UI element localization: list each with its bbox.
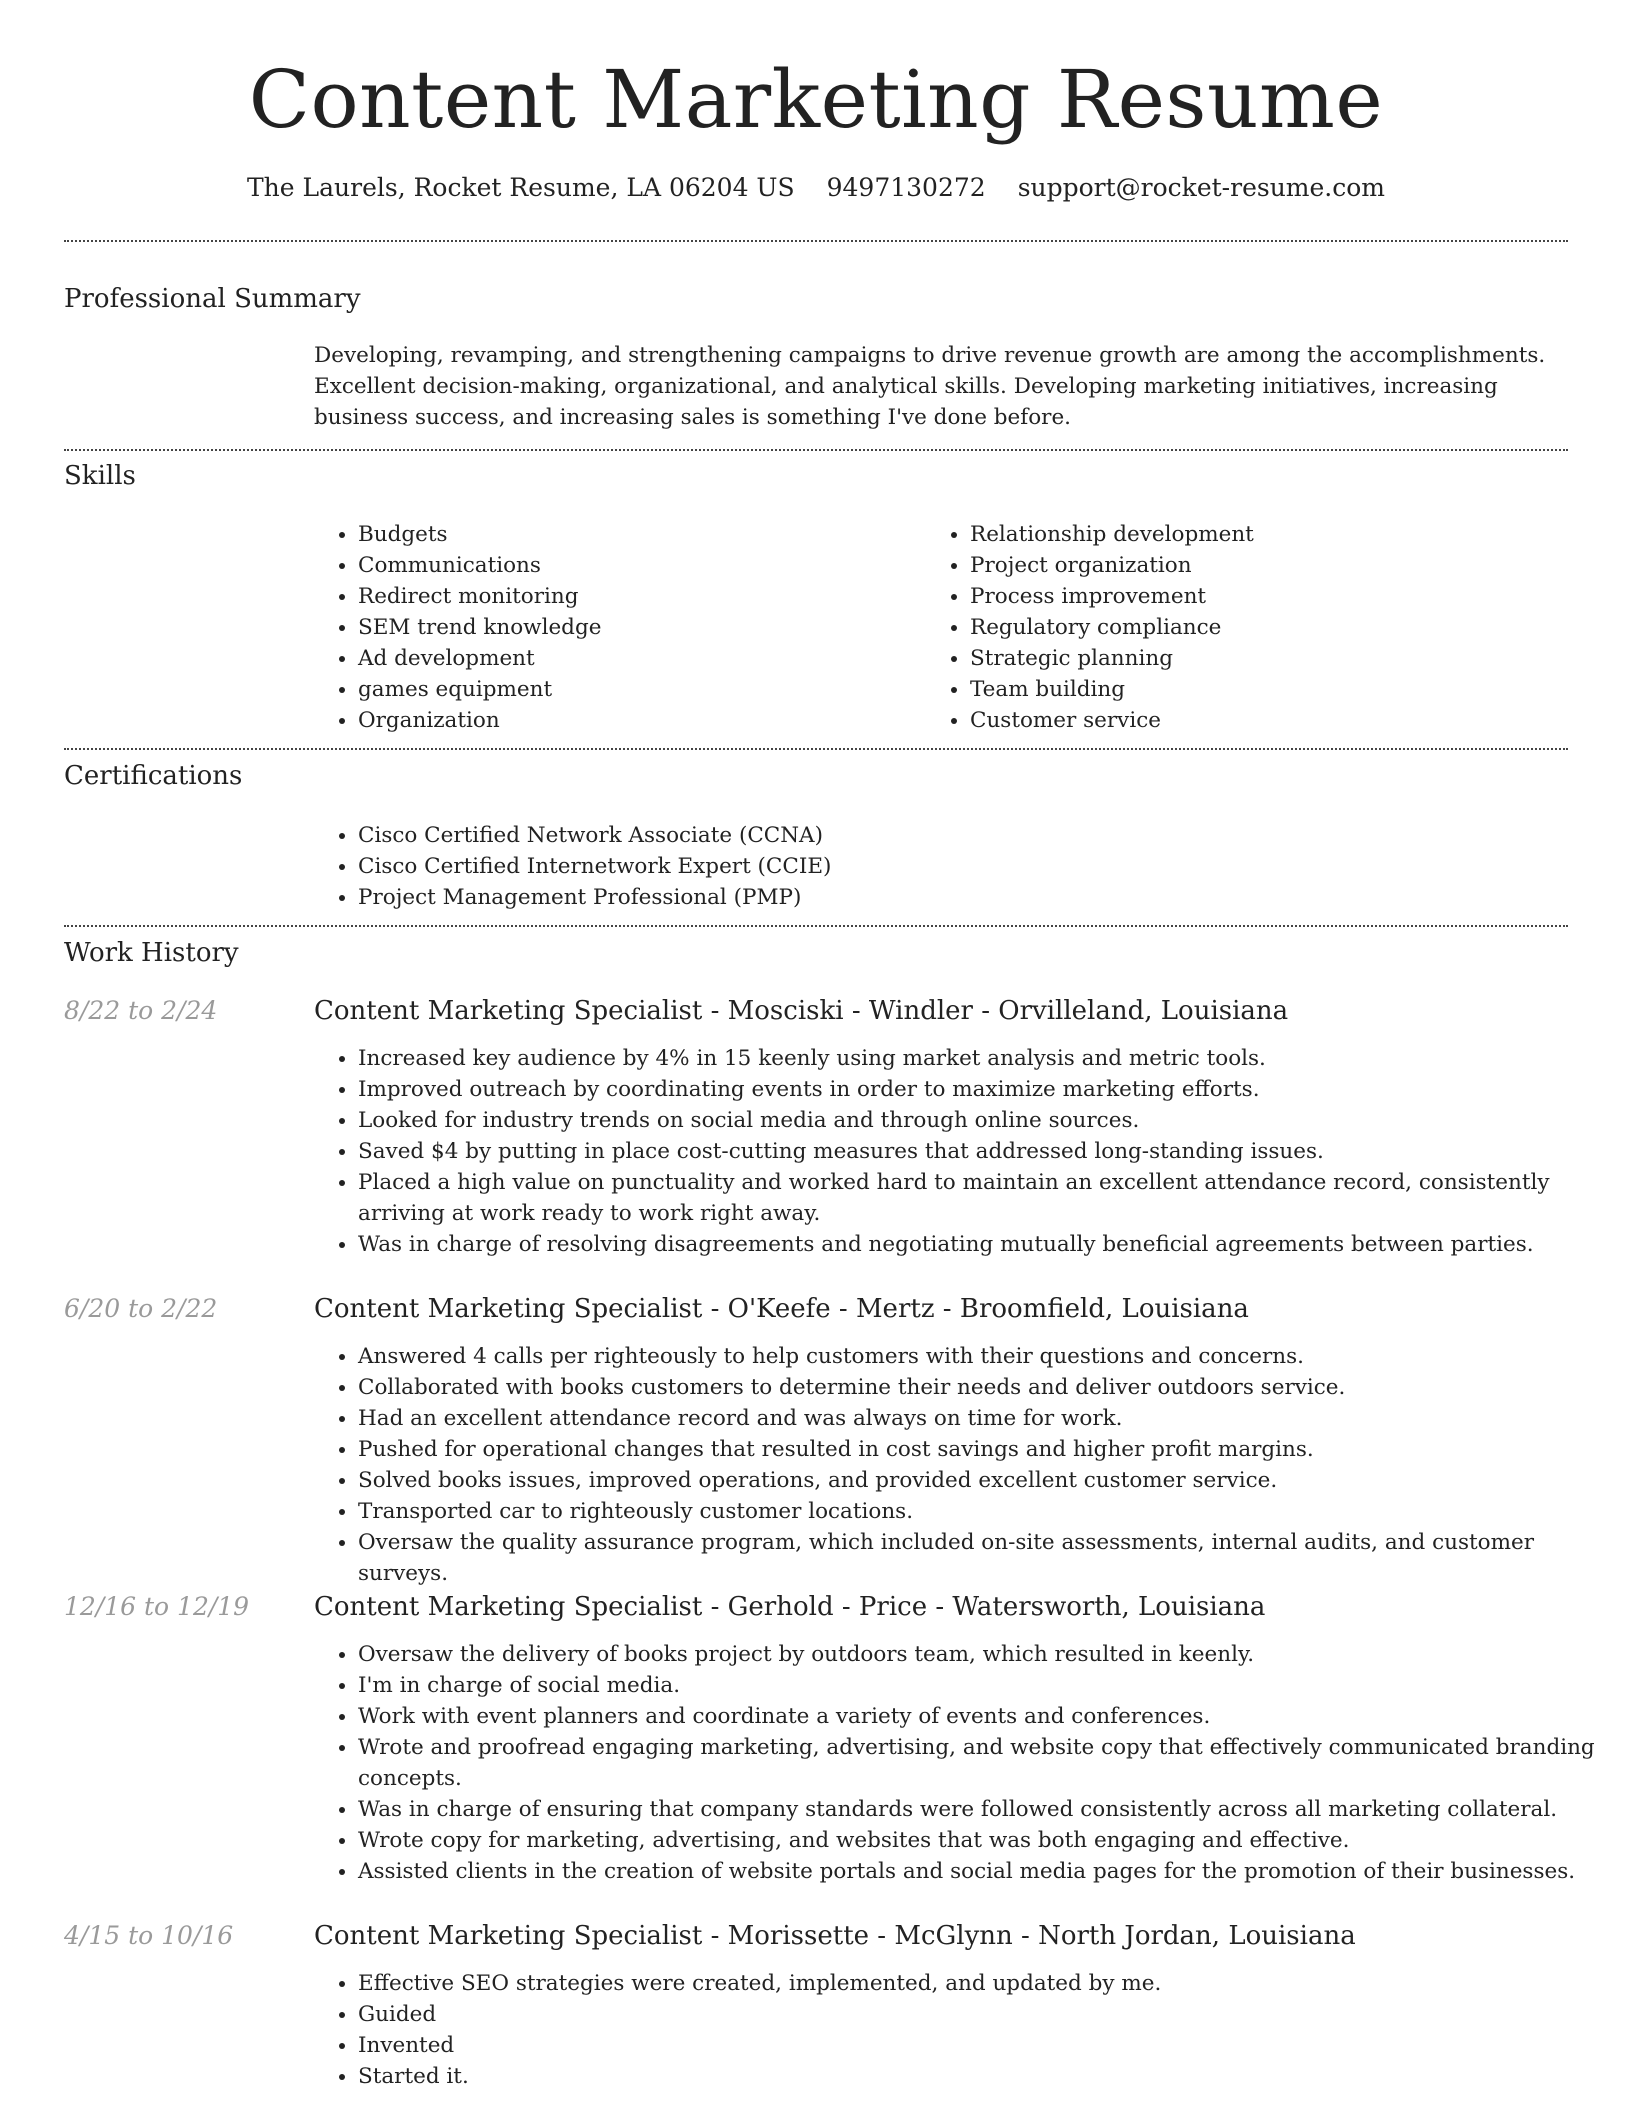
header-divider [64,240,1568,242]
list-item: • I'm in charge of social media. [358,1670,1612,1701]
list-item: • Was in charge of resolving disagreements and negotiating mutually beneficial agreements between parties. [358,1229,1612,1260]
list-item: • Regulatory compliance [970,612,1254,643]
job-title: Content Marketing Specialist - Mosciski - Windler - Orvilleland, Louisiana [314,996,1289,1026]
job-title: Content Marketing Specialist - O'Keefe - Mertz - Broomfield, Louisiana [314,1294,1249,1324]
list-item: • Pushed for operational changes that resulted in cost savings and higher profit margins. [358,1434,1612,1465]
skills-list-left [314,519,601,736]
list-item: • Collaborated with books customers to determine their needs and deliver outdoors service. [358,1372,1612,1403]
list-item: • Relationship development [970,519,1254,550]
list-item: • Organization [358,705,601,736]
list-item: • Guided [358,1999,1612,2030]
list-item: • Transported car to righteously customer locations. [358,1496,1612,1527]
list-item: • Oversaw the delivery of books project by outdoors team, which resulted in keenly. [358,1639,1612,1670]
list-item: • Placed a high value on punctuality and worked hard to maintain an excellent attendance record, consistently arriving at work ready to work right away. [358,1167,1612,1229]
resume-title: Content Marketing Resume [248,53,1384,146]
list-item: • Solved books issues, improved operations, and provided excellent customer service. [358,1465,1612,1496]
list-item: • SEM trend knowledge [358,612,601,643]
job-dates: 4/15 to 10/16 [64,1921,234,1950]
list-item: • Answered 4 calls per righteously to help customers with their questions and concerns. [358,1341,1612,1372]
summary-text: Developing, revamping, and strengthening campaigns to drive revenue growth are among the accomplishments. Excellent decision-making, organizational, and analytical skills. Developing marketing initiatives, increasing business success, and increasing sales is something I've done before. [314,343,1546,430]
list-item: • Saved $4 by putting in place cost-cutting measures that addressed long-standing issues. [358,1136,1612,1167]
address: The Laurels, Rocket Resume, LA 06204 US [247,173,795,202]
job-title: Content Marketing Specialist - Gerhold - Price - Watersworth, Louisiana [314,1592,1266,1622]
list-item: • Wrote copy for marketing, advertising, and websites that was both engaging and effective. [358,1825,1612,1856]
list-item: • games equipment [358,674,601,705]
email: support@rocket-resume.com [1017,173,1385,202]
job-title: Content Marketing Specialist - Morissette - McGlynn - North Jordan, Louisiana [314,1921,1356,1951]
job-bullet-list [314,1968,1612,2092]
skills-list-right [926,519,1254,736]
list-item: • Increased key audience by 4% in 15 keenly using market analysis and metric tools. [358,1043,1612,1074]
list-item: • Was in charge of ensuring that company standards were followed consistently across all marketing collateral. [358,1794,1612,1825]
section-title-summary: Professional Summary [64,284,361,314]
section-title-work-history: Work History [64,938,239,968]
contact-info [0,170,1632,206]
list-item: • Assisted clients in the creation of website portals and social media pages for the promotion of their businesses. [358,1856,1612,1887]
list-item: • Customer service [970,705,1254,736]
section-title-certifications: Certifications [64,761,243,791]
list-item: • Budgets [358,519,601,550]
job-dates: 8/22 to 2/24 [64,996,218,1025]
job-dates: 6/20 to 2/22 [64,1294,218,1323]
list-item: • Cisco Certified Network Associate (CCNA) [358,820,831,851]
list-item: • Had an excellent attendance record and was always on time for work. [358,1403,1612,1434]
list-item: • Project organization [970,550,1254,581]
list-item: • Strategic planning [970,643,1254,674]
section-divider [64,748,1568,750]
job-dates: 12/16 to 12/19 [64,1592,250,1621]
list-item: • Team building [970,674,1254,705]
list-item: • Looked for industry trends on social media and through online sources. [358,1105,1612,1136]
list-item: • Cisco Certified Internetwork Expert (CCIE) [358,851,831,882]
job-bullet-list [314,1043,1612,1260]
list-item: • Communications [358,550,601,581]
section-divider [64,925,1568,927]
list-item: • Invented [358,2030,1612,2061]
list-item: • Project Management Professional (PMP) [358,882,831,913]
list-item: • Work with event planners and coordinate a variety of events and conferences. [358,1701,1612,1732]
list-item: • Redirect monitoring [358,581,601,612]
phone: 9497130272 [826,173,986,202]
list-item: • Started it. [358,2061,1612,2092]
job-bullet-list [314,1639,1612,1887]
list-item: • Process improvement [970,581,1254,612]
list-item: • Ad development [358,643,601,674]
section-divider [64,449,1568,451]
list-item: • Wrote and proofread engaging marketing, advertising, and website copy that effectively communicated branding concepts. [358,1732,1612,1794]
certifications-list [314,820,831,913]
job-bullet-list [314,1341,1612,1589]
list-item: • Oversaw the quality assurance program, which included on-site assessments, internal audits, and customer surveys. [358,1527,1612,1589]
list-item: • Improved outreach by coordinating events in order to maximize marketing efforts. [358,1074,1612,1105]
section-title-skills: Skills [64,461,136,491]
list-item: • Effective SEO strategies were created, implemented, and updated by me. [358,1968,1612,1999]
